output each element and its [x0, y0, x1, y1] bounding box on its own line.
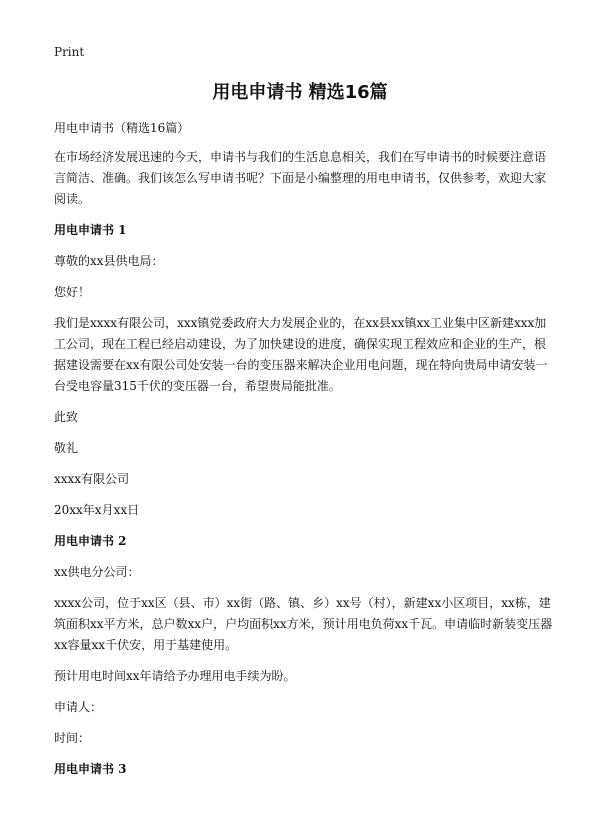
body-paragraph: 我们是xxxx有限公司，xxx镇党委政府大力发展企业的，在xx县xx镇xx工业集中区新建xxx加工公司，现在工程已经启动建设，为了加快建设的进度，确保实现工程效应和企业的生产，根据建设需要在xx有限公司处安装一台的变压器来解决企业用电问题，现在特向贵局申请安装一台受电容量315千伏的变压器一台，希望贵局能批准。	[54, 316, 548, 393]
time-line: 时间：	[54, 731, 91, 745]
intro-paragraph: 在市场经济发展迅速的今天，申请书与我们的生活息息相关，我们在写申请书的时候要注意语言简洁、准确。我们该怎么写申请书呢？下面是小编整理的用电申请书，仅供参考，欢迎大家阅读。	[54, 150, 547, 206]
signature-company: xxxx有限公司	[54, 472, 130, 486]
section-heading: 用电申请书 2	[54, 534, 127, 548]
closing-line: 敬礼	[54, 441, 79, 455]
closing-line: 此致	[54, 410, 79, 424]
print-label: Print	[54, 45, 85, 59]
document-title: 用电申请书 精选16篇	[212, 82, 388, 103]
section-heading: 用电申请书 1	[54, 223, 127, 237]
section-heading: 用电申请书 3	[54, 762, 127, 776]
applicant-line: 申请人：	[54, 700, 103, 714]
document-subtitle: 用电申请书（精选16篇）	[54, 121, 190, 135]
document-body	[54, 118, 554, 790]
greeting: 您好！	[54, 285, 91, 299]
signature-date: 20xx年x月xx日	[54, 503, 140, 517]
body-paragraph: 预计用电时间xx年请给予办理用电手续为盼。	[54, 669, 296, 683]
salutation: xx供电分公司：	[54, 565, 140, 579]
salutation: 尊敬的xx县供电局：	[54, 254, 164, 268]
body-paragraph: xxxx公司，位于xx区（县、市）xx街（路、镇、乡）xx号（村），新建xx小区项目，xx栋，建筑面积xx平方米，总户数xx户，户均面积xx方米，预计用电负荷xx千瓦。申请临时新装变压器xx容量xx千伏安，用于基建使用。	[54, 596, 553, 652]
